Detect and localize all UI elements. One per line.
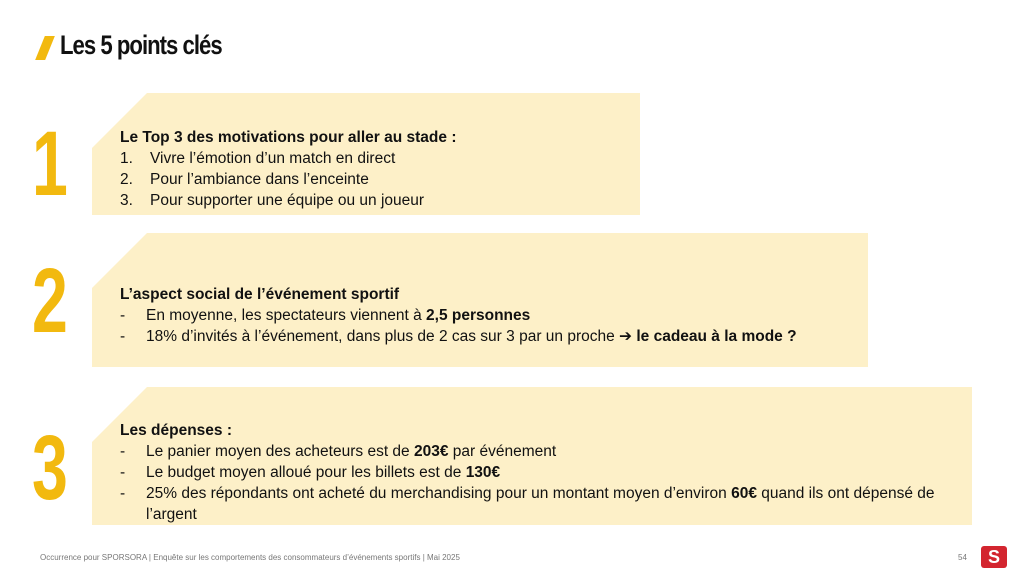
title-accent-bar <box>35 36 55 60</box>
list-item: 2. Pour l’ambiance dans l’enceinte <box>120 171 369 188</box>
point-3-number: 3 <box>32 417 68 519</box>
list-item: 1. Vivre l’émotion d’un match en direct <box>120 150 396 167</box>
point-2-number: 2 <box>32 250 68 352</box>
list-item: - Le panier moyen des acheteurs est de 203€ par événement <box>120 443 557 460</box>
point-2-content <box>120 284 860 347</box>
point-3-heading: Les dépenses : <box>120 422 232 439</box>
footer-text: Occurrence pour SPORSORA | Enquête sur les comportements des consommateurs d’événements sportifs | Mai 2025 <box>40 553 460 562</box>
point-1-number: 1 <box>32 113 68 215</box>
list-item: 3. Pour supporter une équipe ou un joueur <box>120 192 425 209</box>
page-number: 54 <box>958 553 967 562</box>
sporsora-logo-icon: S <box>981 546 1007 568</box>
list-item: - En moyenne, les spectateurs viennent à 2,5 personnes <box>120 307 531 324</box>
list-item: - 25% des répondants ont acheté du merchandising pour un montant moyen d’environ 60€ quand ils ont dépensé de l’argent <box>120 485 935 523</box>
point-1-heading: Le Top 3 des motivations pour aller au stade : <box>120 129 457 146</box>
arrow-right-icon: ➔ <box>619 328 633 345</box>
point-1-content <box>120 127 630 211</box>
list-item: - 18% d’invités à l’événement, dans plus de 2 cas sur 3 par un proche ➔ le cadeau à la mode ? <box>120 328 797 345</box>
point-2-heading: L’aspect social de l’événement sportif <box>120 286 400 303</box>
point-3-content <box>120 420 950 525</box>
page-title: Les 5 points clés <box>60 30 222 60</box>
list-item: - Le budget moyen alloué pour les billets est de 130€ <box>120 464 501 481</box>
